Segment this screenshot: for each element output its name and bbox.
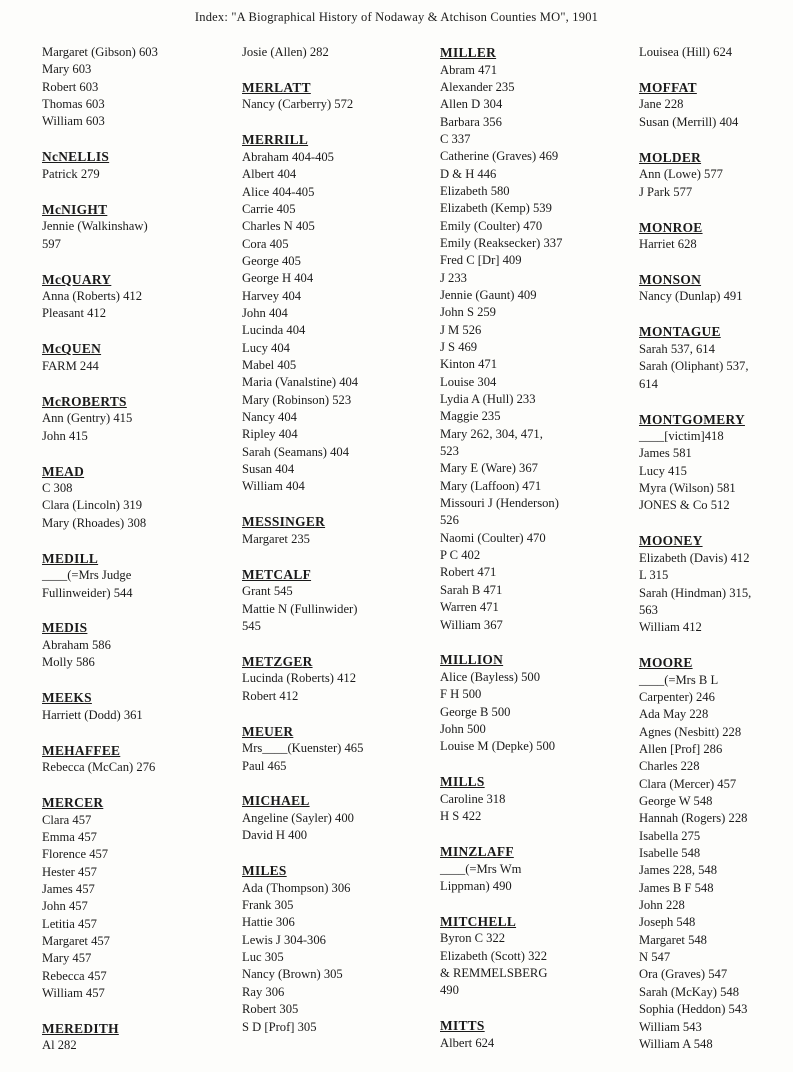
index-entry: Ada (Thompson) 306 (242, 880, 351, 895)
index-entry: Mary 603 (42, 62, 92, 77)
surname-group (42, 742, 242, 777)
index-entry: Clara (Lincoln) 319 (42, 498, 143, 513)
index-column-2 (242, 44, 442, 1053)
surname-heading: MILLS (440, 774, 485, 790)
index-entry: James B F 548 (639, 880, 714, 895)
index-entry: Nancy (Dunlap) 491 (639, 289, 743, 304)
index-entry: Elizabeth (Kemp) 539 (440, 201, 552, 216)
surname-heading: MERRILL (242, 132, 309, 148)
index-entry: Lewis J 304-306 (242, 932, 326, 947)
surname-heading: METCALF (242, 566, 312, 582)
index-entry: Elizabeth 580 (440, 183, 510, 198)
index-entry: Allen [Prof] 286 (639, 742, 723, 756)
index-entry: Isabella 275 (639, 828, 701, 843)
index-entry: Ann (Gentry) 415 (42, 411, 133, 426)
index-entry: Lucy 415 (639, 463, 687, 478)
index-entry: J Park 577 (639, 184, 693, 199)
index-entry: Hattie 306 (242, 915, 295, 930)
surname-group (639, 79, 793, 131)
surname-heading: MEHAFFEE (42, 742, 121, 758)
surname-group (42, 393, 242, 445)
index-entry: F H 500 (440, 687, 482, 702)
index-entry: 490 (440, 983, 459, 998)
index-entry: Anna (Roberts) 412 (42, 289, 143, 304)
surname-heading: MILES (242, 863, 287, 879)
index-entry: 614 (639, 376, 658, 391)
index-entry: Frank 305 (242, 898, 294, 913)
index-entry: L 315 (639, 568, 669, 583)
surname-heading: MOLDER (639, 149, 702, 165)
index-entry: Mabel 405 (242, 358, 297, 372)
surname-heading: MEEKS (42, 690, 92, 706)
index-entry: Fullinweider) 544 (42, 585, 133, 600)
surname-heading: MILLER (440, 45, 497, 60)
surname-heading: MINZLAFF (440, 844, 514, 860)
index-entry: Abraham 586 (42, 637, 111, 652)
index-entry: Naomi (Coulter) 470 (440, 530, 546, 545)
index-entry: Margaret 235 (242, 531, 310, 546)
index-entry: 597 (42, 236, 61, 251)
index-entry: Margaret 548 (639, 932, 707, 947)
index-entry: Rebecca 457 (42, 968, 107, 983)
index-entry: James 581 (639, 446, 692, 461)
index-entry: George W 548 (639, 794, 713, 809)
index-entry: 526 (440, 513, 459, 528)
index-entry: Cora 405 (242, 236, 289, 251)
index-entry: Myra (Wilson) 581 (639, 481, 736, 496)
index-entry: J 233 (440, 270, 467, 285)
surname-group (42, 550, 242, 602)
index-entry: Robert 305 (242, 1002, 299, 1017)
surname-group (440, 843, 640, 895)
index-entry: 545 (242, 618, 261, 633)
surname-group (639, 323, 793, 393)
index-column-1 (42, 44, 242, 1072)
index-entry: Harriet 628 (639, 237, 697, 251)
surname-heading: MESSINGER (242, 514, 326, 530)
surname-heading: McNIGHT (42, 201, 108, 217)
surname-heading: MONTGOMERY (639, 411, 745, 427)
surname-heading: MILLION (440, 652, 504, 668)
index-entry: Caroline 318 (440, 791, 506, 806)
index-entry: Sarah B 471 (440, 582, 503, 597)
index-entry: Albert 404 (242, 167, 297, 182)
index-entry: ____(=Mrs Wm (440, 861, 522, 876)
index-entry: 563 (639, 602, 658, 617)
surname-heading: MONROE (639, 219, 703, 235)
index-entry: Luc 305 (242, 950, 284, 965)
surname-group (42, 271, 242, 323)
index-entry: Ann (Lowe) 577 (639, 167, 723, 182)
surname-group (42, 201, 242, 253)
index-entry: Hester 457 (42, 864, 97, 879)
index-entry: Susan 404 (242, 462, 295, 477)
surname-heading: MOORE (639, 655, 693, 671)
index-entry: Albert 624 (440, 1035, 495, 1050)
index-entry: Allen D 304 (440, 97, 503, 112)
index-entry: P C 402 (440, 548, 481, 563)
surname-heading: MEUER (242, 723, 294, 739)
index-entry: Molly 586 (42, 655, 95, 670)
surname-group (42, 148, 242, 183)
index-entry: Charles 228 (639, 759, 700, 774)
surname-group (639, 219, 793, 254)
index-entry: Isabelle 548 (639, 846, 701, 861)
index-entry: Lydia A (Hull) 233 (440, 392, 536, 407)
surname-group (242, 131, 442, 495)
surname-heading: MEDIS (42, 620, 88, 636)
index-entry: Mary (Laffoon) 471 (440, 478, 542, 493)
index-entry: Catherine (Graves) 469 (440, 149, 559, 164)
surname-group (639, 44, 793, 61)
surname-group (242, 79, 442, 114)
index-entry: Thomas 603 (42, 97, 105, 112)
surname-group (440, 1017, 640, 1052)
index-entry: Angeline (Sayler) 400 (242, 810, 354, 825)
index-entry: Harriett (Dodd) 361 (42, 707, 143, 722)
index-entry: Emily (Coulter) 470 (440, 218, 543, 233)
index-entry: Lucy 404 (242, 340, 290, 355)
index-entry: C 308 (42, 481, 73, 496)
index-entry: Emily (Reaksecker) 337 (440, 235, 563, 250)
surname-group (42, 1020, 242, 1055)
index-entry: Al 282 (42, 1038, 77, 1053)
index-entry: Margaret 457 (42, 934, 110, 948)
index-entry: Alice 404-405 (242, 184, 315, 199)
index-entry: Barbara 356 (440, 114, 502, 129)
index-entry: Lippman) 490 (440, 878, 512, 893)
surname-heading: MEDILL (42, 550, 99, 566)
index-entry: William 543 (639, 1019, 702, 1034)
surname-group (242, 513, 442, 548)
index-entry: William 404 (242, 479, 305, 494)
index-entry: Louise M (Depke) 500 (440, 739, 556, 754)
index-entry: John 404 (242, 305, 288, 320)
surname-group (440, 44, 640, 634)
index-entry: Sarah (Oliphant) 537, (639, 359, 749, 374)
index-entry: ____[victim]418 (639, 429, 724, 443)
surname-heading: MITCHELL (440, 913, 517, 929)
index-entry: Ora (Graves) 547 (639, 967, 728, 982)
index-entry: JONES & Co 512 (639, 498, 730, 513)
index-entry: Abram 471 (440, 62, 498, 77)
index-entry: Sarah (Seamans) 404 (242, 444, 350, 459)
index-entry: James 228, 548 (639, 863, 718, 878)
index-entry: John 457 (42, 899, 88, 914)
index-entry: Mrs____(Kuenster) 465 (242, 741, 364, 756)
surname-group (242, 723, 442, 775)
index-entry: Robert 412 (242, 688, 299, 703)
index-entry: Abraham 404-405 (242, 149, 334, 164)
surname-group (242, 862, 442, 1036)
index-entry: Missouri J (Henderson) (440, 496, 559, 511)
index-entry: Robert 603 (42, 79, 99, 94)
index-entry: David H 400 (242, 828, 308, 843)
surname-group (440, 773, 640, 825)
index-entry: Carpenter) 246 (639, 689, 715, 704)
index-entry: & REMMELSBERG (440, 966, 548, 980)
index-entry: William 457 (42, 986, 105, 1001)
surname-group (42, 463, 242, 533)
surname-group (242, 44, 442, 61)
index-entry: 523 (440, 444, 459, 459)
page-header: Index: "A Biographical History of Nodaway & Atchison Counties MO", 1901 (194, 10, 599, 24)
surname-group (639, 149, 793, 201)
surname-heading: MERLATT (242, 79, 311, 95)
index-entry: Sarah (McKay) 548 (639, 984, 740, 999)
index-entry: Byron C 322 (440, 931, 506, 946)
index-entry: Letitia 457 (42, 916, 97, 931)
index-entry: J S 469 (440, 340, 478, 354)
index-entry: Paul 465 (242, 758, 287, 773)
index-entry: John 415 (42, 428, 88, 443)
index-entry: Ada May 228 (639, 707, 709, 722)
index-entry: S D [Prof] 305 (242, 1019, 317, 1034)
surname-heading: METZGER (242, 653, 313, 669)
index-entry: Sarah 537, 614 (639, 341, 715, 356)
index-entry: Maria (Vanalstine) 404 (242, 375, 359, 390)
index-entry: FARM 244 (42, 358, 99, 373)
index-entry: Alice (Bayless) 500 (440, 669, 541, 684)
index-entry: Nancy 404 (242, 410, 297, 425)
index-entry: Josie (Allen) 282 (242, 45, 329, 59)
index-entry: Mary (Robinson) 523 (242, 392, 352, 407)
index-entry: Grant 545 (242, 584, 293, 599)
surname-heading: McQUARY (42, 271, 112, 287)
surname-group (42, 619, 242, 671)
surname-heading: MONSON (639, 271, 702, 287)
surname-group (242, 792, 442, 844)
surname-group (639, 271, 793, 306)
index-entry: ____(=Mrs B L (639, 672, 719, 687)
index-entry: Margaret (Gibson) 603 (42, 45, 158, 59)
index-entry: D & H 446 (440, 166, 497, 181)
index-entry: Ray 306 (242, 984, 285, 999)
index-entry: George H 404 (242, 271, 314, 286)
index-entry: Louise 304 (440, 374, 497, 389)
surname-heading: MERCER (42, 795, 104, 811)
index-entry: Charles N 405 (242, 219, 315, 234)
surname-heading: MITTS (440, 1018, 485, 1034)
index-entry: Sophia (Heddon) 543 (639, 1002, 748, 1017)
surname-heading: MEAD (42, 463, 85, 479)
index-entry: Lucinda (Roberts) 412 (242, 671, 357, 686)
index-entry: Alexander 235 (440, 79, 515, 94)
index-entry: Pleasant 412 (42, 306, 107, 321)
index-entry: Maggie 235 (440, 409, 501, 424)
index-entry: James 457 (42, 881, 95, 896)
index-entry: Warren 471 (440, 600, 499, 615)
index-entry: Mary (Rhoades) 308 (42, 515, 147, 530)
surname-group (440, 651, 640, 755)
index-entry: Mattie N (Fullinwider) (242, 601, 358, 616)
index-entry: Robert 471 (440, 565, 497, 580)
surname-heading: MICHAEL (242, 793, 310, 809)
index-entry: Agnes (Nesbitt) 228 (639, 724, 742, 739)
index-entry: Mary E (Ware) 367 (440, 461, 538, 476)
surname-heading: NcNELLIS (42, 149, 110, 165)
index-column-4 (639, 44, 793, 1071)
surname-heading: McROBERTS (42, 393, 127, 409)
index-entry: Ripley 404 (242, 427, 298, 442)
index-entry: Clara 457 (42, 812, 92, 827)
index-column-3 (440, 44, 640, 1070)
surname-heading: MOONEY (639, 533, 703, 549)
index-entry: Susan (Merrill) 404 (639, 114, 739, 129)
index-entry: Fred C [Dr] 409 (440, 253, 522, 268)
index-entry: Joseph 548 (639, 915, 696, 930)
surname-group (440, 913, 640, 1000)
index-entry: H S 422 (440, 809, 482, 824)
surname-group (42, 44, 242, 131)
index-entry: Nancy (Carberry) 572 (242, 97, 354, 112)
index-entry: Patrick 279 (42, 166, 100, 181)
index-entry: Elizabeth (Scott) 322 (440, 948, 548, 963)
index-entry: William 412 (639, 620, 702, 635)
index-entry: Florence 457 (42, 847, 109, 862)
surname-group (42, 340, 242, 375)
surname-group (242, 653, 442, 705)
surname-group (42, 689, 242, 724)
index-entry: Harvey 404 (242, 288, 302, 303)
surname-group (42, 794, 242, 1002)
surname-heading: MEREDITH (42, 1020, 119, 1036)
index-entry: George 405 (242, 253, 301, 268)
index-entry: William 367 (440, 617, 503, 632)
index-entry: Kinton 471 (440, 357, 498, 372)
index-entry: William A 548 (639, 1036, 713, 1051)
index-entry: C 337 (440, 131, 471, 146)
surname-heading: MONTAGUE (639, 324, 721, 340)
index-entry: John 228 (639, 898, 685, 913)
index-entry: N 547 (639, 950, 671, 965)
index-entry: Sarah (Hindman) 315, (639, 585, 752, 600)
index-entry: Hannah (Rogers) 228 (639, 811, 748, 826)
index-entry: J M 526 (440, 322, 482, 337)
index-entry: Nancy (Brown) 305 (242, 967, 343, 982)
index-entry: Louisea (Hill) 624 (639, 45, 733, 59)
index-entry: Jennie (Gaunt) 409 (440, 287, 537, 302)
index-entry: George B 500 (440, 704, 511, 719)
index-entry: Carrie 405 (242, 201, 296, 216)
surname-heading: MOFFAT (639, 79, 697, 95)
surname-group (639, 532, 793, 636)
index-entry: John 500 (440, 721, 486, 736)
index-entry: John S 259 (440, 305, 496, 320)
index-entry: Jennie (Walkinshaw) (42, 219, 148, 234)
index-entry: ____(=Mrs Judge (42, 568, 132, 583)
index-entry: Mary 262, 304, 471, (440, 426, 543, 441)
index-entry: Mary 457 (42, 951, 92, 966)
index-entry: Rebecca (McCan) 276 (42, 760, 156, 775)
surname-group (639, 654, 793, 1053)
index-entry: Elizabeth (Davis) 412 (639, 550, 750, 565)
index-entry: Emma 457 (42, 829, 97, 844)
surname-group (639, 411, 793, 515)
surname-heading: McQUEN (42, 341, 102, 357)
surname-group (242, 566, 442, 636)
index-entry: William 603 (42, 114, 105, 129)
index-entry: Lucinda 404 (242, 323, 306, 338)
index-entry: Jane 228 (639, 97, 684, 112)
index-entry: Clara (Mercer) 457 (639, 776, 737, 791)
